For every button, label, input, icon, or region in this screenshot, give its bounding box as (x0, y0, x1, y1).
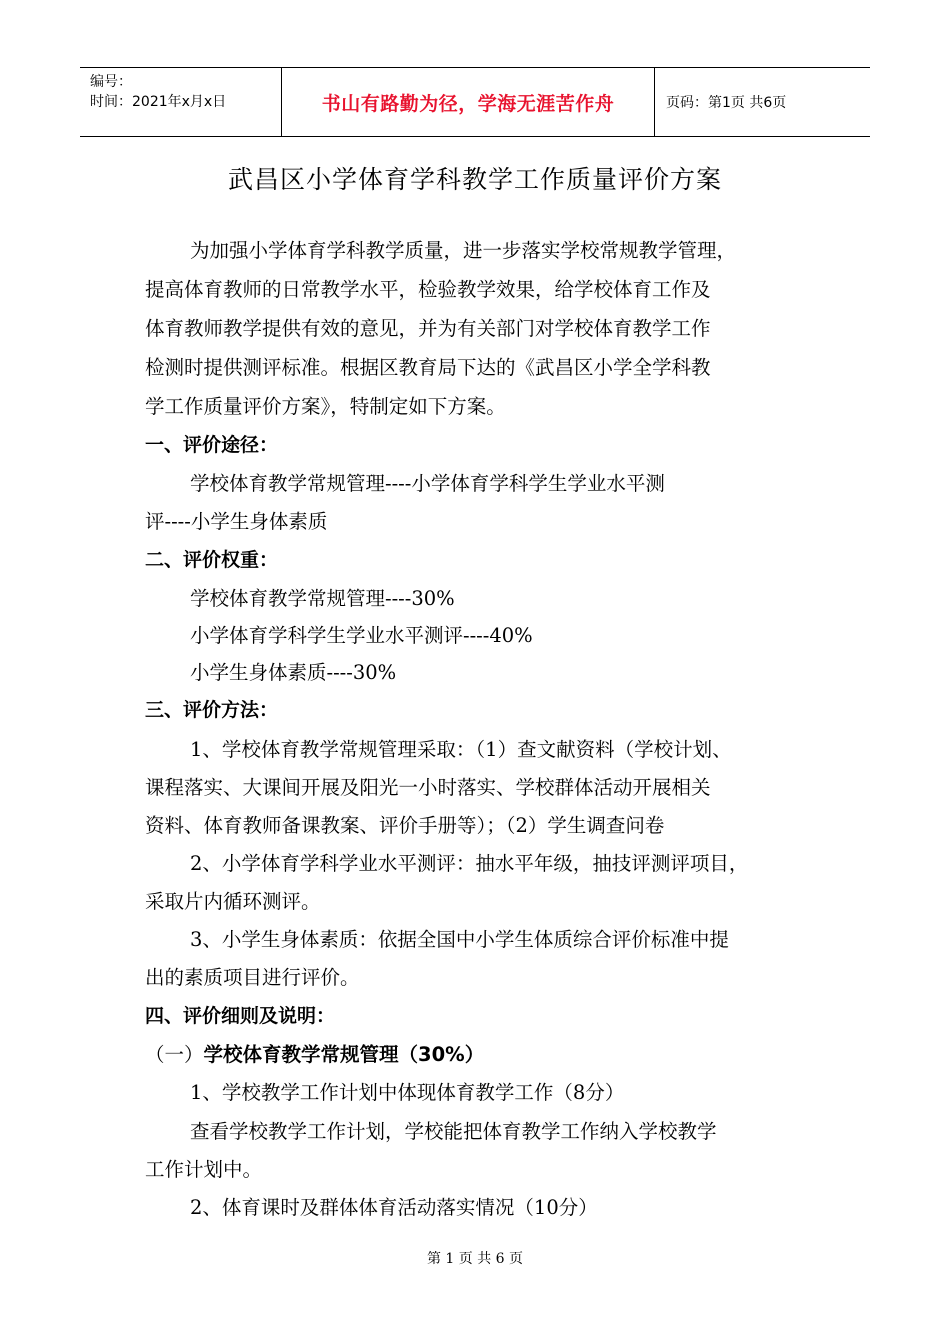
section-line: 评----小学生身体素质 (145, 510, 328, 533)
section-line: 学校体育教学常规管理----小学体育学科学生学业水平测 (190, 472, 665, 495)
date-label: 时间：2021年x月x日 (90, 94, 227, 110)
subsection-prefix: （一） (145, 1043, 204, 1066)
document-title: 武昌区小学体育学科教学工作质量评价方案 (227, 165, 722, 194)
header-page-cell (654, 68, 870, 136)
subsection-heading (145, 1039, 484, 1067)
section-line: 课程落实、大课间开展及阳光一小时落实、学校群体活动开展相关 (145, 776, 711, 799)
section-line: 小学生身体素质----30% (190, 661, 397, 684)
intro-line: 提高体育教师的日常教学水平，检验教学效果，给学校体育工作及 (145, 278, 711, 301)
section-line: 资料、体育教师备课教案、评价手册等）；（2）学生调查问卷 (145, 814, 665, 837)
header-table (80, 67, 870, 137)
number-label: 编号： (90, 74, 132, 90)
section-heading-4: 四、评价细则及说明： (145, 1005, 336, 1027)
page-footer: 第 1 页 共 6 页 (426, 1251, 524, 1267)
header-motto-cell (282, 68, 655, 136)
section-heading-1: 一、评价途径： (145, 434, 279, 456)
section-line: 采取片内循环测评。 (145, 890, 321, 913)
intro-line: 体育教师教学提供有效的意见，并为有关部门对学校体育教学工作 (145, 317, 711, 340)
intro-line: 为加强小学体育学科教学质量，进一步落实学校常规教学管理， (190, 239, 737, 262)
section-line: 工作计划中。 (145, 1158, 263, 1181)
intro-line: 检测时提供测评标准。根据区教育局下达的《武昌区小学全学科教 (145, 356, 711, 379)
section-line: 2、体育课时及群体体育活动落实情况（10分） (190, 1196, 598, 1219)
section-line: 学校体育教学常规管理----30% (190, 587, 455, 610)
motto-text: 书山有路勤为径，学海无涯苦作舟 (321, 92, 615, 115)
page-info: 页码：第1页 共6页 (666, 95, 787, 111)
section-line: 小学体育学科学生学业水平测评----40% (190, 624, 533, 647)
section-line: 1、学校体育教学常规管理采取：（1）查文献资料（学校计划、 (190, 738, 732, 761)
section-heading-2: 二、评价权重： (145, 549, 279, 571)
section-line: 3、小学生身体素质：依据全国中小学生体质综合评价标准中提 (190, 928, 729, 951)
intro-line: 学工作质量评价方案》，特制定如下方案。 (145, 395, 506, 418)
subsection-title: 学校体育教学常规管理（30%） (203, 1043, 485, 1066)
header-meta-cell (80, 68, 282, 136)
section-line: 出的素质项目进行评价。 (145, 966, 360, 989)
section-line: 查看学校教学工作计划，学校能把体育教学工作纳入学校教学 (190, 1120, 717, 1143)
section-line: 1、学校教学工作计划中体现体育教学工作（8分） (190, 1081, 625, 1104)
section-heading-3: 三、评价方法： (145, 699, 279, 721)
section-line: 2、小学体育学科学业水平测评：抽水平年级，抽技评测评项目， (190, 852, 749, 875)
